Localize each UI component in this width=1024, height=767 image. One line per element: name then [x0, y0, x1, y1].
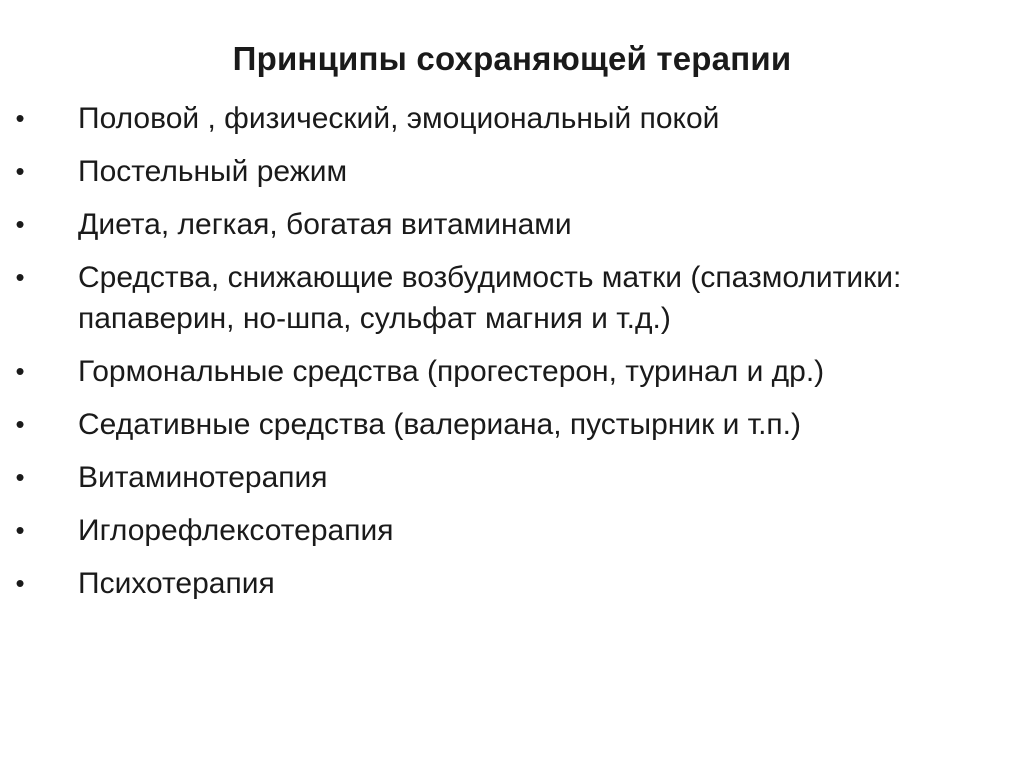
list-item-text: Средства, снижающие возбудимость матки (спазмолитики: папаверин, но-шпа, сульфат магния и т.д.) — [78, 261, 902, 335]
list-item — [0, 404, 1024, 445]
list-item — [0, 510, 1024, 551]
bullet-icon: • — [15, 103, 25, 133]
bullet-icon: • — [15, 262, 25, 292]
list-item-text: Иглорефлексотерапия — [78, 514, 394, 547]
bullet-icon: • — [15, 568, 25, 598]
list-item — [0, 563, 1024, 604]
list-item-text: Седативные средства (валериана, пустырник и т.п.) — [78, 408, 801, 441]
list-item — [0, 351, 1024, 392]
list-item — [0, 151, 1024, 192]
bullet-icon: • — [15, 209, 25, 239]
list-item-text: Гормональные средства (прогестерон, туринал и др.) — [78, 355, 825, 388]
bullet-icon: • — [15, 156, 25, 186]
list-item-text: Витаминотерапия — [78, 461, 328, 494]
bullet-list — [0, 98, 1024, 616]
list-item — [0, 98, 1024, 139]
list-item — [0, 204, 1024, 245]
list-item-text: Постельный режим — [78, 155, 348, 188]
list-item-text: Половой , физический, эмоциональный покой — [78, 102, 720, 135]
bullet-icon: • — [15, 356, 25, 386]
bullet-icon: • — [15, 515, 25, 545]
slide-title: Принципы сохраняющей терапии — [232, 40, 792, 77]
bullet-icon: • — [15, 409, 25, 439]
bullet-icon: • — [15, 462, 25, 492]
list-item-text: Диета, легкая, богатая витаминами — [78, 208, 572, 241]
list-item — [0, 457, 1024, 498]
list-item — [0, 257, 1024, 339]
list-item-text: Психотерапия — [78, 567, 275, 600]
